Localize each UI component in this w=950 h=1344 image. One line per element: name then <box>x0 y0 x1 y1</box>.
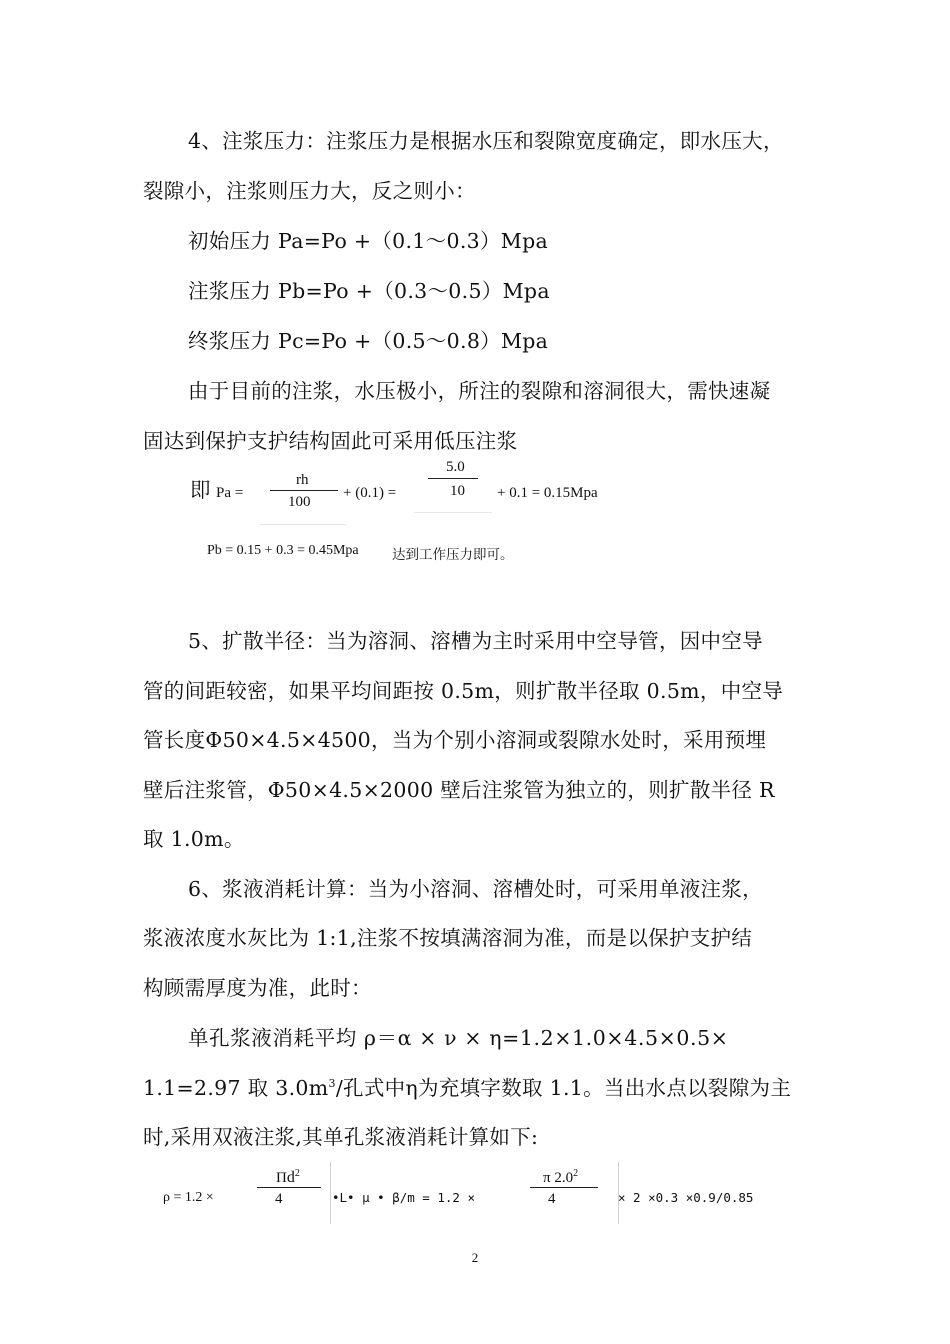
p4-line-2: 裂隙小，注浆则压力大，反之则小： <box>143 179 476 203</box>
p4-line-1: 4、注浆压力：注浆压力是根据水压和裂隙宽度确定，即水压大， <box>188 129 784 153</box>
fraction3-denominator: 4 <box>275 1191 283 1207</box>
p5-line-1: 5、扩散半径：当为溶洞、溶槽为主时采用中空导管，因中空导 <box>188 629 763 653</box>
underline <box>260 524 346 525</box>
box-edge <box>330 1162 331 1224</box>
fraction4-exponent: 2 <box>573 1168 579 1179</box>
formula-mid: + (0.1) = <box>343 485 397 501</box>
p5-line-5: 取 1.0m。 <box>143 827 245 851</box>
page-number: 2 <box>471 1250 479 1265</box>
fraction1-denominator: 100 <box>288 494 311 510</box>
p6-line-2: 浆液浓度水灰比为 1:1,注浆不按填满溶洞为准，而是以保护支护结 <box>143 926 753 950</box>
fraction2-denominator: 10 <box>450 483 465 499</box>
initial-pressure-line: 初始压力 Pa=Po +（0.1～0.3）Mpa <box>188 229 549 253</box>
fraction3-exponent: 2 <box>294 1168 300 1179</box>
pi-symbol: Π <box>276 1170 287 1186</box>
formula-prefix: 即 <box>190 478 211 502</box>
fraction1-numerator: rh <box>296 472 309 488</box>
formula-result: + 0.1 = 0.15Mpa <box>497 485 598 501</box>
low-pressure-line-2: 固达到保护支护结构固此可采用低压注浆 <box>143 429 518 453</box>
final-pressure-line: 终浆压力 Pc=Po +（0.5～0.8）Mpa <box>188 329 549 353</box>
fraction3-numerator <box>276 1168 300 1187</box>
p5-line-4: 壁后注浆管，Φ50×4.5×2000 壁后注浆管为独立的，则扩散半径 R <box>143 778 775 802</box>
calc-line-2-start: 1.1=2.97 取 3.0m <box>143 1076 329 1100</box>
underline <box>414 512 492 513</box>
calc-line-3: 时,采用双液注浆,其单孔浆液消耗计算如下: <box>143 1125 539 1149</box>
formula-pb-note: 达到工作压力即可。 <box>392 547 514 563</box>
fraction2-numerator: 5.0 <box>446 459 465 475</box>
unit-superscript: 3 <box>328 1077 336 1091</box>
calc-line-2-end: /孔式中η为充填字数取 1.1。当出水点以裂隙为主 <box>335 1076 792 1100</box>
p5-line-3: 管长度Φ50×4.5×4500，当为个别小溶洞或裂隙水处时，采用预埋 <box>143 728 767 752</box>
formula-rho-tail: × 2 ×0.3 ×0.9/0.85 <box>618 1190 754 1205</box>
formula-lhs: Pa = <box>216 485 244 501</box>
fraction3-bar <box>257 1187 321 1188</box>
calc-line-1: 单孔浆液消耗平均 ρ＝α × ν × η=1.2×1.0×4.5×0.5× <box>188 1026 729 1050</box>
fraction4-denominator: 4 <box>548 1191 556 1207</box>
diameter-symbol: d <box>286 1169 295 1186</box>
p6-line-1: 6、浆液消耗计算：当为小溶洞、溶槽处时，可采用单液注浆， <box>188 877 763 901</box>
fraction2-bar <box>428 478 478 479</box>
grouting-pressure-line: 注浆压力 Pb=Po +（0.3～0.5）Mpa <box>188 279 550 303</box>
low-pressure-line-1: 由于目前的注浆，水压极小，所注的裂隙和溶洞很大，需快速凝 <box>188 379 771 403</box>
fraction1-bar <box>270 490 338 491</box>
p5-line-2: 管的间距较密，如果平均间距按 0.5m，则扩散半径取 0.5m，中空导 <box>143 679 784 703</box>
pi-value: π 2.0 <box>543 1170 574 1186</box>
calc-line-2 <box>143 1071 791 1101</box>
p6-line-3: 构顾需厚度为准，此时： <box>143 976 372 1000</box>
fraction4-numerator <box>543 1168 578 1187</box>
formula-rho-lhs: ρ = 1.2 × <box>163 1190 214 1205</box>
fraction4-bar <box>530 1187 598 1188</box>
formula-pb-expression: Pb = 0.15 + 0.3 = 0.45Mpa <box>207 543 359 558</box>
formula-rho-mid: •L• μ • β/m = 1.2 × <box>332 1190 475 1205</box>
